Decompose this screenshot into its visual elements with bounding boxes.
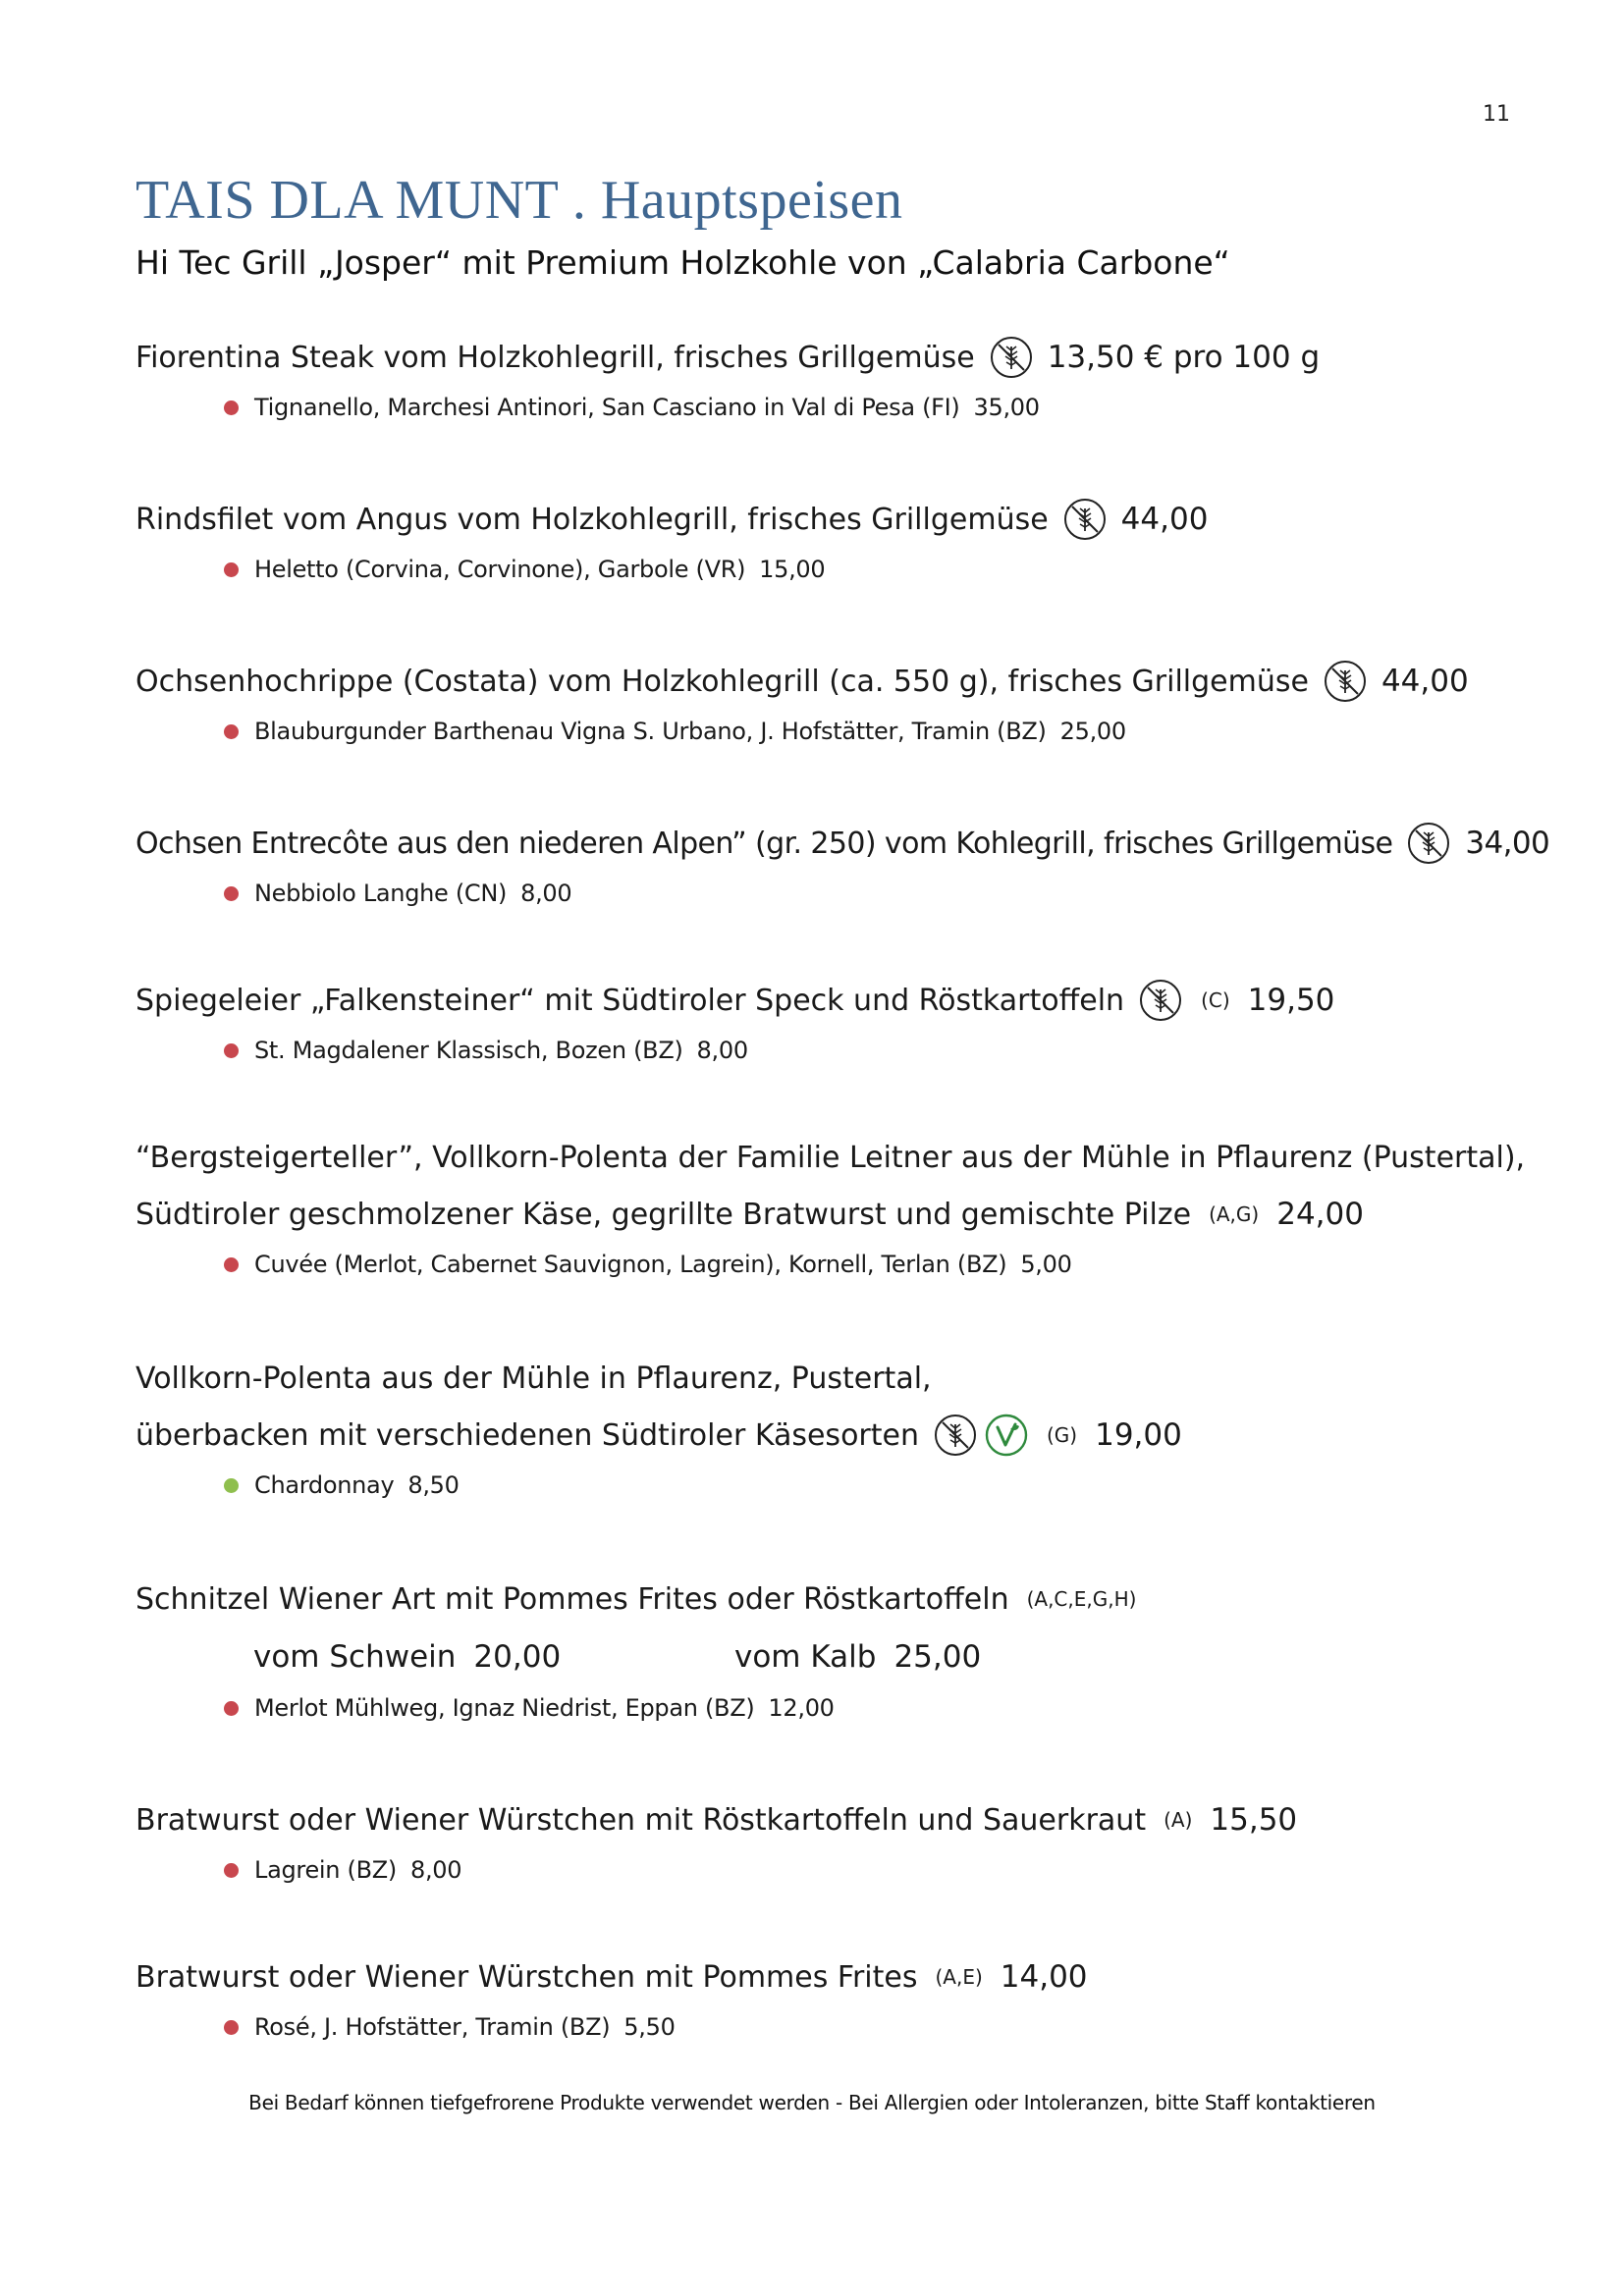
wine-name: Nebbiolo Langhe (CN) (254, 880, 508, 907)
wine-dot-icon (224, 1478, 239, 1493)
dish-line (135, 1791, 1510, 1848)
allergen-codes: (A,C,E,G,H) (1026, 1587, 1137, 1611)
wine-pairing (224, 386, 1510, 429)
wine-price: 15,00 (759, 556, 826, 583)
dish-price: 19,00 (1095, 1417, 1182, 1453)
dish-name: Fiorentina Steak vom Holzkohlegrill, frisches Grillgemüse (135, 340, 975, 375)
wine-name: Merlot Mühlweg, Ignaz Niedrist, Eppan (BZ) (254, 1694, 755, 1722)
allergen-codes: (A,E) (935, 1965, 983, 1989)
dish-line (135, 1186, 1510, 1243)
dish-line (135, 1129, 1526, 1186)
diet-icons (1323, 659, 1368, 704)
wine-price: 35,00 (973, 394, 1040, 421)
dish-name: Bratwurst oder Wiener Würstchen mit Röstkartoffeln und Sauerkraut (135, 1802, 1147, 1838)
diet-icons (1138, 978, 1183, 1023)
diet-icons (1062, 497, 1108, 542)
dish-price: 44,00 (1120, 502, 1209, 537)
menu-item (135, 1791, 1510, 1892)
wine-dot-icon (224, 886, 239, 901)
page-number: 11 (1483, 102, 1510, 127)
dish-price: 19,50 (1247, 983, 1335, 1018)
gluten-free-icon (1062, 497, 1108, 542)
dish-name: “Bergsteigerteller”, Vollkorn-Polenta der Familie Leitner aus der Mühle in Pflaurenz (Pustertal), (135, 1140, 1526, 1175)
wine-name: Blauburgunder Barthenau Vigna S. Urbano, J. Hofstätter, Tramin (BZ) (254, 718, 1047, 745)
dish-name: Schnitzel Wiener Art mit Pommes Frites oder Röstkartoffeln (135, 1581, 1009, 1617)
dish-line (135, 329, 1510, 386)
wine-price: 5,00 (1020, 1251, 1072, 1278)
wine-price: 8,50 (407, 1471, 460, 1499)
menu-item (135, 815, 1550, 915)
wine-name: Lagrein (BZ) (254, 1856, 397, 1884)
dish-name: Ochsenhochrippe (Costata) vom Holzkohlegrill (ca. 550 g), frisches Grillgemüse (135, 664, 1309, 699)
wine-name: Cuvée (Merlot, Cabernet Sauvignon, Lagrein), Kornell, Terlan (BZ) (254, 1251, 1007, 1278)
wine-pairing (224, 1464, 1510, 1507)
gluten-free-icon (1323, 659, 1368, 704)
dish-line (135, 491, 1510, 548)
diet-icons (1406, 821, 1451, 866)
wine-price: 5,50 (623, 2013, 676, 2041)
wine-dot-icon (224, 1863, 239, 1878)
diet-icons (933, 1413, 1029, 1458)
menu-item (135, 653, 1510, 753)
wine-pairing (224, 1243, 1510, 1286)
page-title: TAIS DLA MUNT . Hauptspeisen (135, 170, 903, 231)
dish-name: Vollkorn-Polenta aus der Mühle in Pflaurenz, Pustertal, (135, 1361, 932, 1396)
gluten-free-icon (1138, 978, 1183, 1023)
option-price: 20,00 (473, 1639, 562, 1675)
gluten-free-icon (933, 1413, 978, 1458)
wine-dot-icon (224, 2020, 239, 2035)
menu-item (135, 972, 1510, 1072)
wine-dot-icon (224, 400, 239, 415)
vegetarian-icon (984, 1413, 1029, 1458)
wine-pairing (224, 548, 1510, 591)
option-label: vom Kalb (734, 1639, 877, 1675)
dish-line (135, 1949, 1510, 2005)
dish-name: überbacken mit verschiedenen Südtiroler Käsesorten (135, 1417, 919, 1453)
dish-name: Ochsen Entrecôte aus den niederen Alpen” (gr. 250) vom Kohlegrill, frisches Grillgemüse (135, 826, 1393, 861)
dish-name: Bratwurst oder Wiener Würstchen mit Pommes Frites (135, 1959, 918, 1995)
dish-name: Rindsfilet vom Angus vom Holzkohlegrill, frisches Grillgemüse (135, 502, 1049, 537)
dish-price: 44,00 (1380, 664, 1469, 699)
dish-price: 34,00 (1465, 826, 1550, 861)
menu-item (135, 1129, 1526, 1286)
allergen-codes: (G) (1047, 1423, 1078, 1447)
price-option (253, 1639, 561, 1675)
menu-item (135, 1949, 1510, 2049)
wine-pairing (224, 710, 1510, 753)
wine-pairing (224, 872, 1510, 915)
wine-name: Tignanello, Marchesi Antinori, San Casciano in Val di Pesa (FI) (254, 394, 960, 421)
wine-pairing (224, 1686, 1510, 1730)
menu-item (135, 1571, 1510, 1730)
wine-price: 8,00 (520, 880, 572, 907)
gluten-free-icon (1406, 821, 1451, 866)
wine-name: Chardonnay (254, 1471, 395, 1499)
dish-price: 15,50 (1210, 1802, 1298, 1838)
menu-item (135, 1350, 1510, 1507)
gluten-free-icon (989, 335, 1034, 380)
wine-pairing (224, 2005, 1510, 2049)
wine-price: 25,00 (1059, 718, 1126, 745)
wine-price: 8,00 (409, 1856, 462, 1884)
wine-price: 12,00 (768, 1694, 835, 1722)
price-options (253, 1628, 1510, 1686)
wine-name: Rosé, J. Hofstätter, Tramin (BZ) (254, 2013, 611, 2041)
dish-line (135, 972, 1510, 1029)
footer-note: Bei Bedarf können tiefgefrorene Produkte verwendet werden - Bei Allergien oder Intoleranzen, bitte Staff kontaktieren (248, 2091, 1376, 2114)
dish-line (135, 815, 1550, 872)
wine-name: St. Magdalener Klassisch, Bozen (BZ) (254, 1037, 683, 1064)
wine-price: 8,00 (696, 1037, 748, 1064)
option-price: 25,00 (893, 1639, 982, 1675)
dish-price: 24,00 (1276, 1197, 1364, 1232)
dish-line (135, 653, 1510, 710)
wine-pairing (224, 1029, 1510, 1072)
dish-line (135, 1350, 1510, 1407)
dish-price: 14,00 (1000, 1959, 1088, 1995)
dish-price: 13,50 € pro 100 g (1047, 340, 1321, 375)
wine-dot-icon (224, 1701, 239, 1716)
price-option (734, 1639, 981, 1675)
dish-name: Spiegeleier „Falkensteiner“ mit Südtiroler Speck und Röstkartoffeln (135, 983, 1125, 1018)
wine-dot-icon (224, 1043, 239, 1058)
allergen-codes: (C) (1201, 988, 1230, 1012)
wine-pairing (224, 1848, 1510, 1892)
menu-item (135, 491, 1510, 591)
diet-icons (989, 335, 1034, 380)
option-label: vom Schwein (253, 1639, 457, 1675)
allergen-codes: (A) (1164, 1808, 1193, 1832)
dish-line (135, 1571, 1510, 1628)
wine-dot-icon (224, 562, 239, 577)
wine-dot-icon (224, 724, 239, 739)
wine-name: Heletto (Corvina, Corvinone), Garbole (VR) (254, 556, 746, 583)
allergen-codes: (A,G) (1209, 1202, 1260, 1226)
menu-item (135, 329, 1510, 429)
dish-name: Südtiroler geschmolzener Käse, gegrillte Bratwurst und gemischte Pilze (135, 1197, 1192, 1232)
wine-dot-icon (224, 1257, 239, 1272)
page-subtitle: Hi Tec Grill „Josper“ mit Premium Holzkohle von „Calabria Carbone“ (135, 243, 1230, 282)
dish-line (135, 1407, 1510, 1464)
